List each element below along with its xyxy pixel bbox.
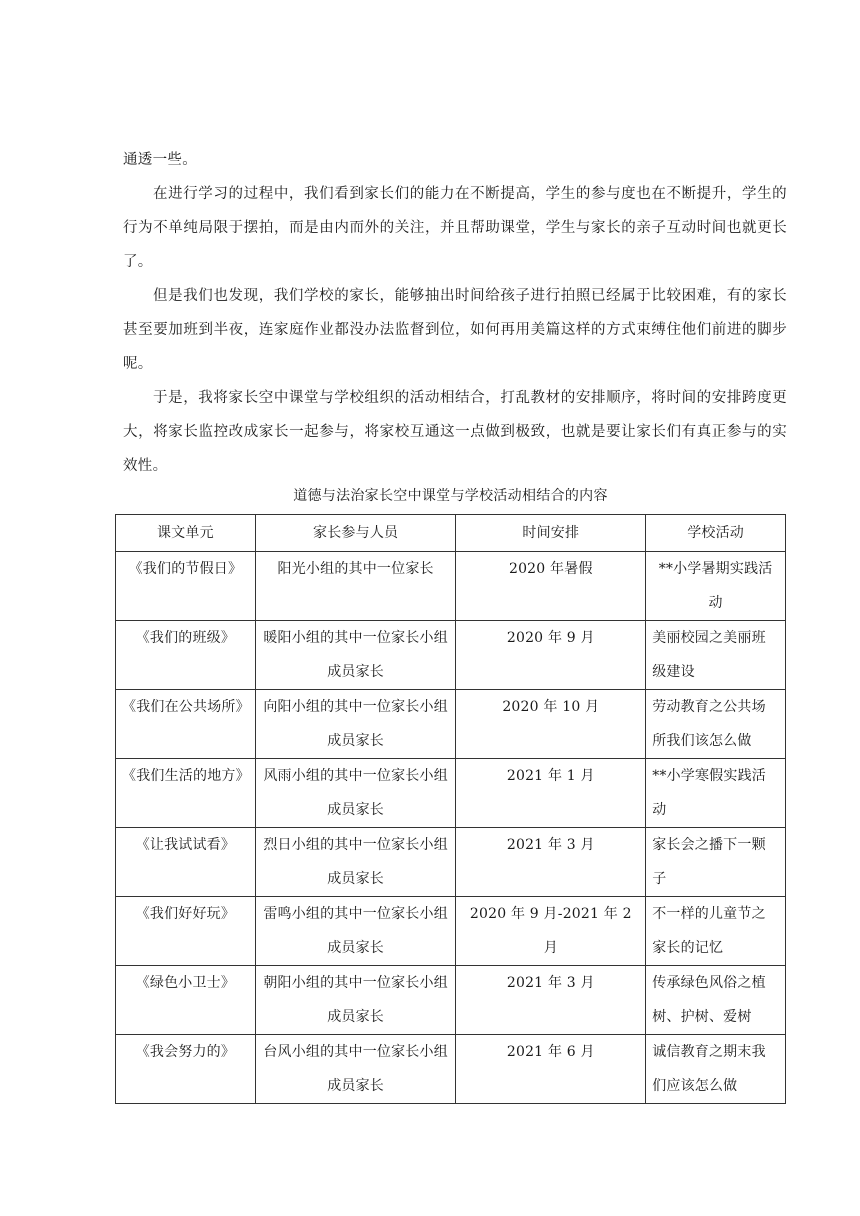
- cell-participants: 雷鸣小组的其中一位家长小组成员家长: [255, 897, 456, 966]
- header-activity: 学校活动: [646, 515, 786, 552]
- cell-schedule: 2021 年 6 月: [456, 1035, 646, 1104]
- cell-schedule: 2020 年 10 月: [456, 690, 646, 759]
- paragraph-parent-difficulty: 但是我们也发现，我们学校的家长，能够抽出时间给孩子进行拍照已经属于比较困难，有的家长甚至要加班到半夜，连家庭作业都没办法监督到位，如何再用美篇这样的方式束缚住他们前进的脚步呢。: [123, 288, 787, 372]
- table-row: [116, 966, 786, 1035]
- cell-participants: 台风小组的其中一位家长小组成员家长: [255, 1035, 456, 1104]
- table-header-row: [116, 515, 786, 552]
- cell-unit: 《我们的班级》: [116, 621, 256, 690]
- table-row: [116, 897, 786, 966]
- cell-activity: 不一样的儿童节之家长的记忆: [646, 897, 786, 966]
- cell-activity: **小学寒假实践活动: [646, 759, 786, 828]
- cell-schedule: 2021 年 3 月: [456, 828, 646, 897]
- cell-unit: 《绿色小卫士》: [116, 966, 256, 1035]
- cell-schedule: 2020 年暑假: [456, 552, 646, 621]
- table-row: [116, 552, 786, 621]
- content-table: [115, 514, 786, 1104]
- paragraph-combination-plan: 于是，我将家长空中课堂与学校组织的活动相结合，打乱教材的安排顺序，将时间的安排跨度更大，将家长监控改成家长一起参与，将家校互通这一点做到极致，也就是要让家长们有真正参与的实效性。: [123, 390, 787, 474]
- cell-activity: 家长会之播下一颗子: [646, 828, 786, 897]
- header-schedule: 时间安排: [456, 515, 646, 552]
- table-row: [116, 621, 786, 690]
- cell-schedule: 2021 年 1 月: [456, 759, 646, 828]
- cell-schedule: 2020 年 9 月-2021 年 2 月: [456, 897, 646, 966]
- cell-unit: 《让我试试看》: [116, 828, 256, 897]
- cell-unit: 《我们好好玩》: [116, 897, 256, 966]
- table-caption: 道德与法治家长空中课堂与学校活动相结合的内容: [293, 488, 608, 504]
- cell-schedule: 2021 年 3 月: [456, 966, 646, 1035]
- table-row: [116, 690, 786, 759]
- table-row: [116, 1035, 786, 1104]
- cell-activity: **小学暑期实践活动: [646, 552, 786, 621]
- table-row: [116, 759, 786, 828]
- cell-activity: 劳动教育之公共场所我们该怎么做: [646, 690, 786, 759]
- cell-unit: 《我们生活的地方》: [116, 759, 256, 828]
- cell-participants: 暖阳小组的其中一位家长小组成员家长: [255, 621, 456, 690]
- paragraph-learning-progress: 在进行学习的过程中，我们看到家长们的能力在不断提高，学生的参与度也在不断提升，学生的行为不单纯局限于摆拍，而是由内而外的关注，并且帮助课堂，学生与家长的亲子互动时间也就更长了。: [123, 186, 787, 270]
- cell-participants: 风雨小组的其中一位家长小组成员家长: [255, 759, 456, 828]
- table-row: [116, 828, 786, 897]
- paragraph-continuation: 通透一些。: [123, 152, 197, 168]
- cell-unit: 《我们的节假日》: [116, 552, 256, 621]
- cell-participants: 阳光小组的其中一位家长: [255, 552, 456, 621]
- cell-unit: 《我们在公共场所》: [116, 690, 256, 759]
- header-unit: 课文单元: [116, 515, 256, 552]
- header-participants: 家长参与人员: [255, 515, 456, 552]
- cell-participants: 向阳小组的其中一位家长小组成员家长: [255, 690, 456, 759]
- cell-activity: 传承绿色风俗之植树、护树、爱树: [646, 966, 786, 1035]
- cell-activity: 诚信教育之期末我们应该怎么做: [646, 1035, 786, 1104]
- cell-activity: 美丽校园之美丽班级建设: [646, 621, 786, 690]
- cell-participants: 朝阳小组的其中一位家长小组成员家长: [255, 966, 456, 1035]
- cell-schedule: 2020 年 9 月: [456, 621, 646, 690]
- cell-participants: 烈日小组的其中一位家长小组成员家长: [255, 828, 456, 897]
- cell-unit: 《我会努力的》: [116, 1035, 256, 1104]
